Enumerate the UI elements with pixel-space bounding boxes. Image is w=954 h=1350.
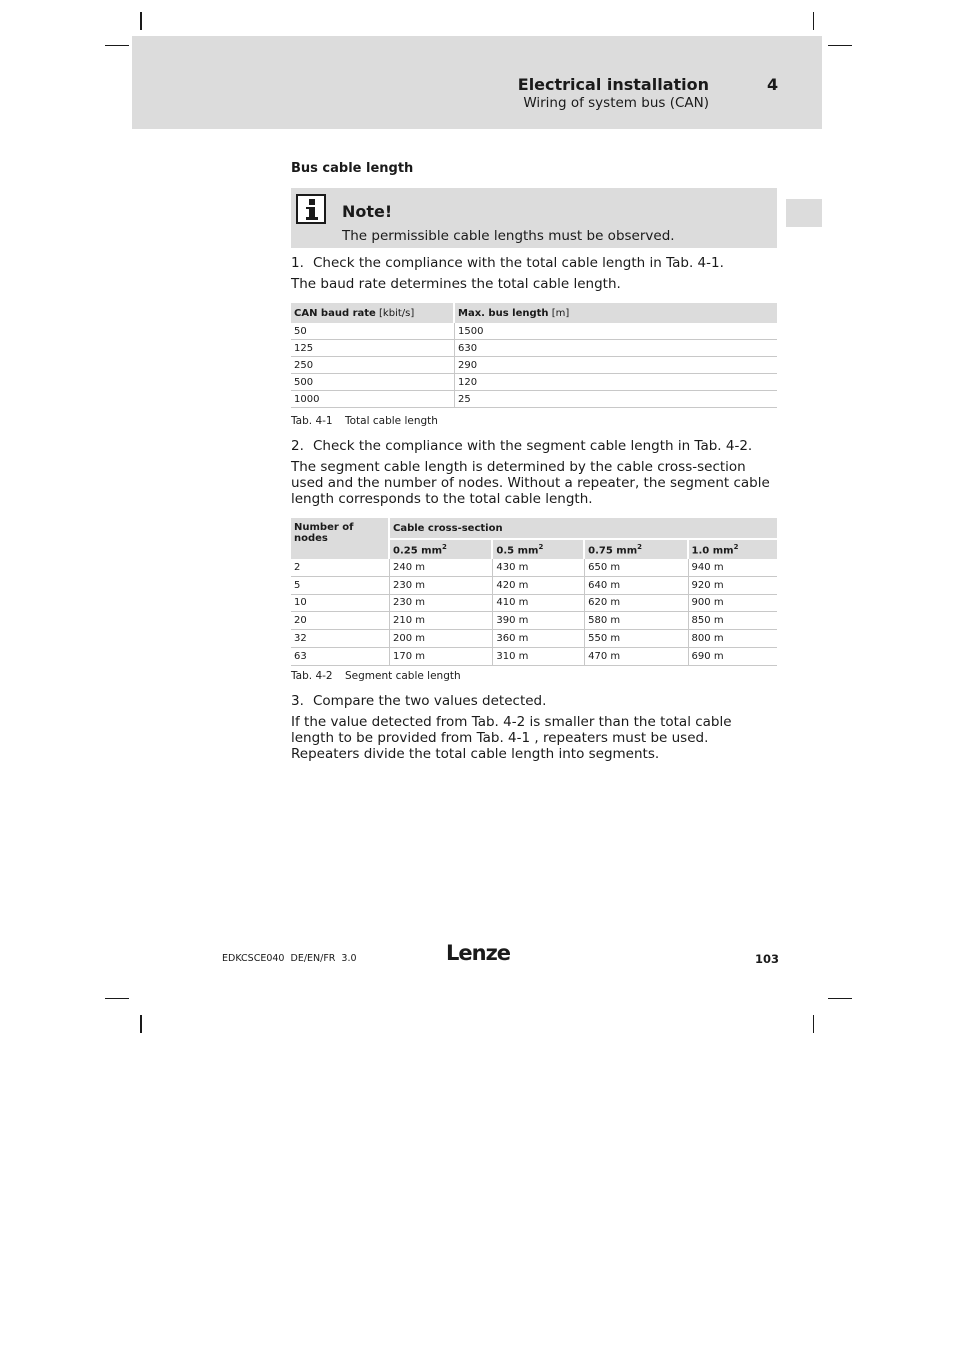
- chapter-number: 4: [767, 75, 779, 94]
- table-row: 500 120: [291, 374, 777, 391]
- table-header: 0.75 $mm^2$: [585, 538, 688, 559]
- table-row: 32 200 m 360 m 550 m 800 m: [291, 630, 777, 648]
- chapter-tab-marker: [786, 199, 822, 227]
- step-text: Check the compliance with the segment cable length in Tab. 4-2.: [313, 438, 753, 454]
- segment-cable-length-table: [291, 518, 777, 666]
- table-header: 0.5 $mm^2$: [493, 538, 585, 559]
- note-text: The permissible cable lengths must be observed.: [342, 228, 675, 244]
- paragraph: If the value detected from Tab. 4-2 is smaller than the total cable length to be provided from Tab. 4-1 , repeaters must be used. Repeaters divide the total cable length into segments.: [291, 714, 732, 762]
- paragraph: The segment cable length is determined by the cable cross-section used and the number of nodes. Without a repeater, the segment cable length corresponds to the total cable length.: [291, 459, 770, 507]
- table-row: 10 230 m 410 m 620 m 900 m: [291, 595, 777, 613]
- crop-mark: [140, 1015, 142, 1033]
- crop-mark: [105, 45, 129, 46]
- crop-mark: [828, 998, 852, 999]
- table-row: 50 1500: [291, 323, 777, 340]
- section-subtitle: Wiring of system bus (CAN): [523, 95, 709, 111]
- step-number: 1.: [291, 255, 304, 271]
- crop-mark: [105, 998, 129, 999]
- table-caption: Tab. 4-2 Segment cable length: [291, 670, 461, 682]
- section-heading: Bus cable length: [291, 161, 414, 176]
- lenze-logo: Lenze: [446, 941, 511, 965]
- table-row: 5 230 m 420 m 640 m 920 m: [291, 577, 777, 595]
- table-row: 20 210 m 390 m 580 m 850 m: [291, 612, 777, 630]
- table-row: 1000 25: [291, 391, 777, 408]
- crop-mark: [813, 1015, 814, 1033]
- table-header: 1.0 $mm^2$: [689, 538, 777, 559]
- table-header: CAN baud rate [kbit/s]: [291, 303, 455, 323]
- table-row: 250 290: [291, 357, 777, 374]
- table-header: Cable cross-section: [390, 518, 777, 538]
- page-header: [132, 36, 822, 129]
- page-number: 103: [755, 952, 780, 966]
- table-row: 125 630: [291, 340, 777, 357]
- table-caption: Tab. 4-1 Total cable length: [291, 415, 438, 427]
- table-header: Number of nodes: [291, 518, 390, 559]
- paragraph: The baud rate determines the total cable length.: [291, 276, 621, 292]
- note-title: Note!: [342, 202, 393, 221]
- step-text: Check the compliance with the total cable length in Tab. 4-1.: [313, 255, 724, 271]
- table-header: Max. bus length [m]: [455, 303, 777, 323]
- step-number: 2.: [291, 438, 304, 454]
- crop-mark: [828, 45, 852, 46]
- document-id: EDKCSCE040 DE/EN/FR 3.0: [222, 953, 357, 964]
- step-3: [291, 693, 546, 709]
- table-header: 0.25 $mm^2$: [390, 538, 493, 559]
- info-icon: [296, 194, 326, 224]
- table-row: 2 240 m 430 m 650 m 940 m: [291, 559, 777, 577]
- table-row: 63 170 m 310 m 470 m 690 m: [291, 648, 777, 666]
- step-2: [291, 438, 752, 454]
- crop-mark: [140, 12, 142, 30]
- step-text: Compare the two values detected.: [313, 693, 547, 709]
- step-number: 3.: [291, 693, 304, 709]
- step-1: [291, 255, 724, 271]
- crop-mark: [813, 12, 814, 30]
- total-cable-length-table: [291, 303, 777, 408]
- chapter-title: Electrical installation: [517, 75, 709, 94]
